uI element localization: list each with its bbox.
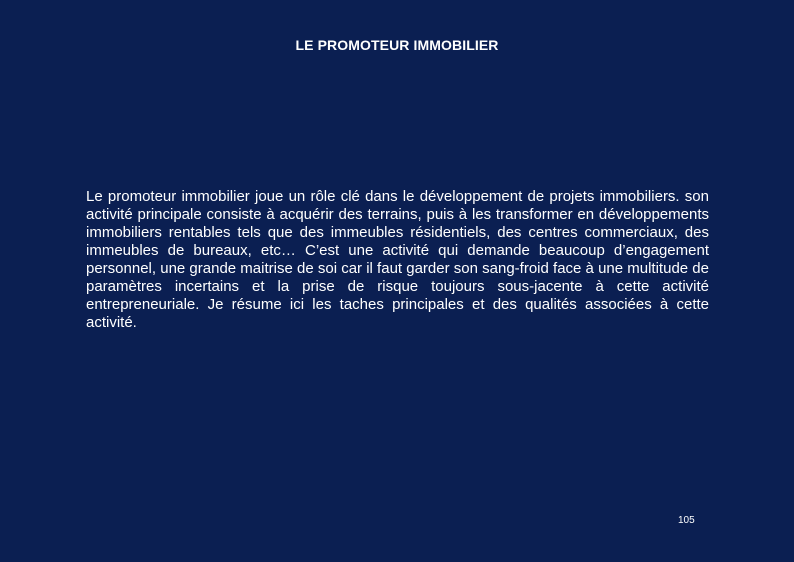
body-paragraph: Le promoteur immobilier joue un rôle clé dans le développement de projets immobiliers. son activité principale consiste à acquérir des terrains, puis à les transformer en développements immobiliers rentables tels que des immeubles résidentiels, des centres commerciaux, des immeubles de bureaux, etc… C’est une activité qui demande beaucoup d’engagement personnel, une grande maitrise de soi car il faut garder son sang-froid face à une multitude de paramètres incertains et la prise de risque toujours sous-jacente à cette activité entrepreneuriale. Je résume ici les taches principales et des qualités associées à cette activité. bbox=[86, 188, 709, 331]
page-title: LE PROMOTEUR IMMOBILIER bbox=[295, 37, 499, 53]
page-number: 105 bbox=[678, 515, 695, 526]
